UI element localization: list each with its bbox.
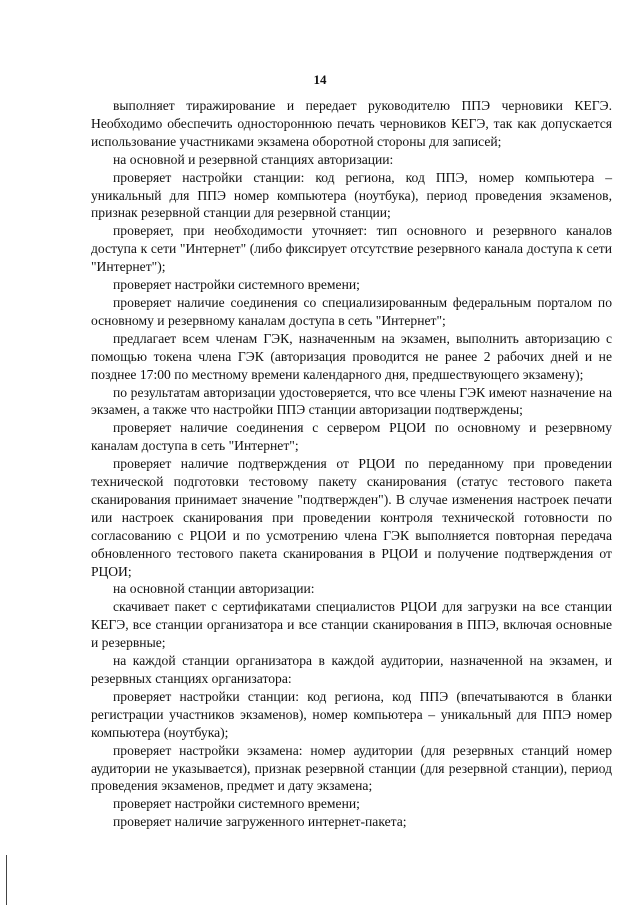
paragraph-5: проверяет настройки системного времени; — [113, 277, 360, 293]
paragraph-3: проверяет настройки станции: код региона, код ППЭ, номер компьютера – уникальный для ППЭ номер компьютера (ноутбука), период проведения экзаменов, признак резервной станции для резервной станции; — [91, 169, 612, 221]
paragraph-12: скачивает пакет с сертификатами специалистов РЦОИ для загрузки на все станции КЕГЭ, все станции организатора и все станции сканирования в ППЭ, включая основные и резервные; — [91, 599, 612, 651]
scan-edge-line — [6, 855, 7, 905]
paragraph-14: проверяет настройки станции: код региона, код ППЭ (впечатываются в бланки регистрации участников экзаменов), номер компьютера – уникальный для ППЭ номер компьютера (ноутбука); — [91, 688, 612, 740]
paragraph-9: проверяет наличие соединения с сервером РЦОИ по основному и резервному каналам доступа в сеть "Интернет"; — [91, 420, 612, 454]
paragraph-7: предлагает всем членам ГЭК, назначенным на экзамен, выполнить авторизацию с помощью токена члена ГЭК (авторизация проводится не ранее 2 рабочих дней и не позднее 17:00 по местному времени календарного дня, предшествующего экзамену); — [91, 330, 612, 382]
paragraph-17: проверяет наличие загруженного интернет-пакета; — [113, 814, 407, 830]
document-body — [91, 97, 612, 831]
paragraph-6: проверяет наличие соединения со специализированным федеральным порталом по основному и резервному каналам доступа в сеть "Интернет"; — [91, 294, 612, 328]
paragraph-8: по результатам авторизации удостоверяется, что все члены ГЭК имеют назначение на экзамен, а также что настройки ППЭ станции авторизации подтверждены; — [91, 384, 612, 418]
paragraph-16: проверяет настройки системного времени; — [113, 796, 360, 812]
paragraph-13: на каждой станции организатора в каждой аудитории, назначенной на экзамен, и резервных станциях организатора: — [91, 653, 612, 686]
paragraph-2: на основной и резервной станциях авторизации: — [113, 151, 394, 167]
page-number: 14 — [313, 72, 327, 87]
paragraph-1: выполняет тиражирование и передает руководителю ППЭ черновики КЕГЭ. Необходимо обеспечить одностороннюю печать черновиков КЕГЭ, так как допускается использование участниками экзамена оборотной стороны для записей; — [91, 98, 612, 149]
paragraph-15: проверяет настройки экзамена: номер аудитории (для резервных станций номер аудитории не указывается), признак резервной станции (для резервной станции), период проведения экзаменов, предмет и дату экзамена; — [91, 742, 612, 794]
paragraph-10: проверяет наличие подтверждения от РЦОИ по переданному при проведении технической подготовки тестовому пакету сканирования (статус тестового пакета сканирования принимает значение "подтвержден"). В случае изменения настроек печати или настроек сканирования при проведении контроля технической готовности по согласованию с РЦОИ и по усмотрению члена ГЭК выполняется повторная передача обновленного тестового пакета сканирования в РЦОИ и получение подтверждения от РЦОИ; — [91, 456, 612, 579]
paragraph-11: на основной станции авторизации: — [113, 581, 315, 597]
paragraph-4: проверяет, при необходимости уточняет: тип основного и резервного каналов доступа к сети "Интернет" (либо фиксирует отсутствие резервного канала доступа к сети "Интернет"); — [91, 223, 612, 275]
